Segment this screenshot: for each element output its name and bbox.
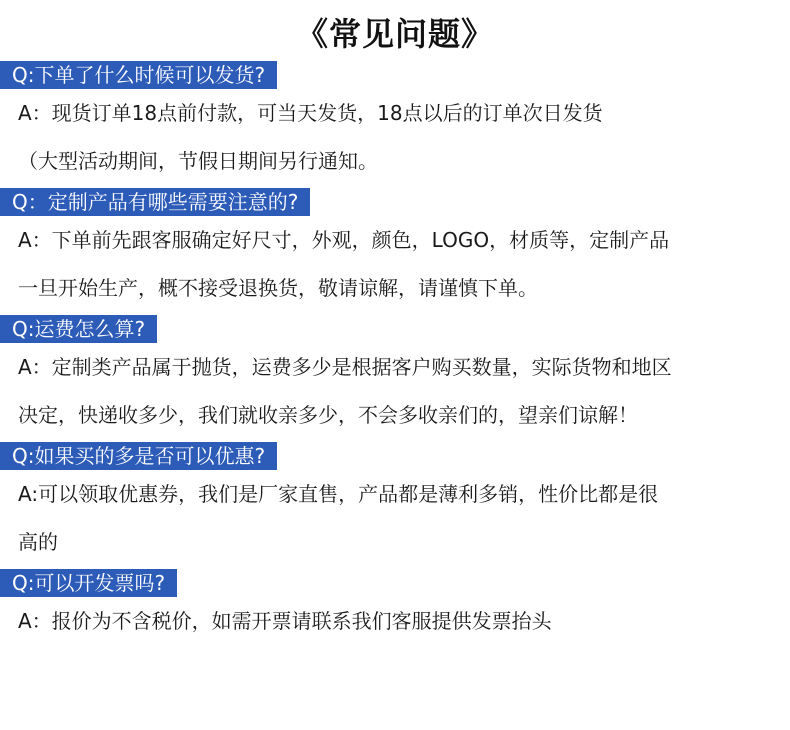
answer-line: A：现货订单18点前付款，可当天发货，18点以后的订单次日发货 xyxy=(18,101,603,125)
answer-line: （大型活动期间，节假日期间另行通知。 xyxy=(18,149,378,173)
answer-block xyxy=(0,343,790,439)
page-title: 《常见问题》 xyxy=(295,15,494,53)
answer-block xyxy=(0,470,790,566)
answer-line: A：下单前先跟客服确定好尺寸，外观，颜色，LOGO，材质等，定制产品 xyxy=(18,228,670,252)
answer-block xyxy=(0,89,790,185)
faq-item-invoice xyxy=(0,569,790,645)
answer-line: 一旦开始生产，概不接受退换货，敬请谅解，请谨慎下单。 xyxy=(18,276,538,300)
question-bar: Q:运费怎么算? xyxy=(0,315,157,343)
faq-list xyxy=(0,61,790,645)
faq-item-shipping-cost xyxy=(0,315,790,439)
question-bar: Q：定制产品有哪些需要注意的? xyxy=(0,188,310,216)
answer-block xyxy=(0,597,790,645)
faq-item-bulk-discount xyxy=(0,442,790,566)
question-bar: Q:可以开发票吗? xyxy=(0,569,177,597)
answer-block xyxy=(0,216,790,312)
question-bar: Q:如果买的多是否可以优惠? xyxy=(0,442,277,470)
faq-item-custom-products xyxy=(0,188,790,312)
faq-item-shipping-time xyxy=(0,61,790,185)
answer-line: A：定制类产品属于抛货，运费多少是根据客户购买数量，实际货物和地区 xyxy=(18,355,672,379)
answer-line: A：报价为不含税价，如需开票请联系我们客服提供发票抬头 xyxy=(18,609,552,633)
answer-line: 高的 xyxy=(18,530,58,554)
question-bar: Q:下单了什么时候可以发货? xyxy=(0,61,277,89)
answer-line: 决定，快递收多少，我们就收亲多少，不会多收亲们的，望亲们谅解！ xyxy=(18,403,638,427)
answer-line: A:可以领取优惠券，我们是厂家直售，产品都是薄利多销，性价比都是很 xyxy=(18,482,659,506)
